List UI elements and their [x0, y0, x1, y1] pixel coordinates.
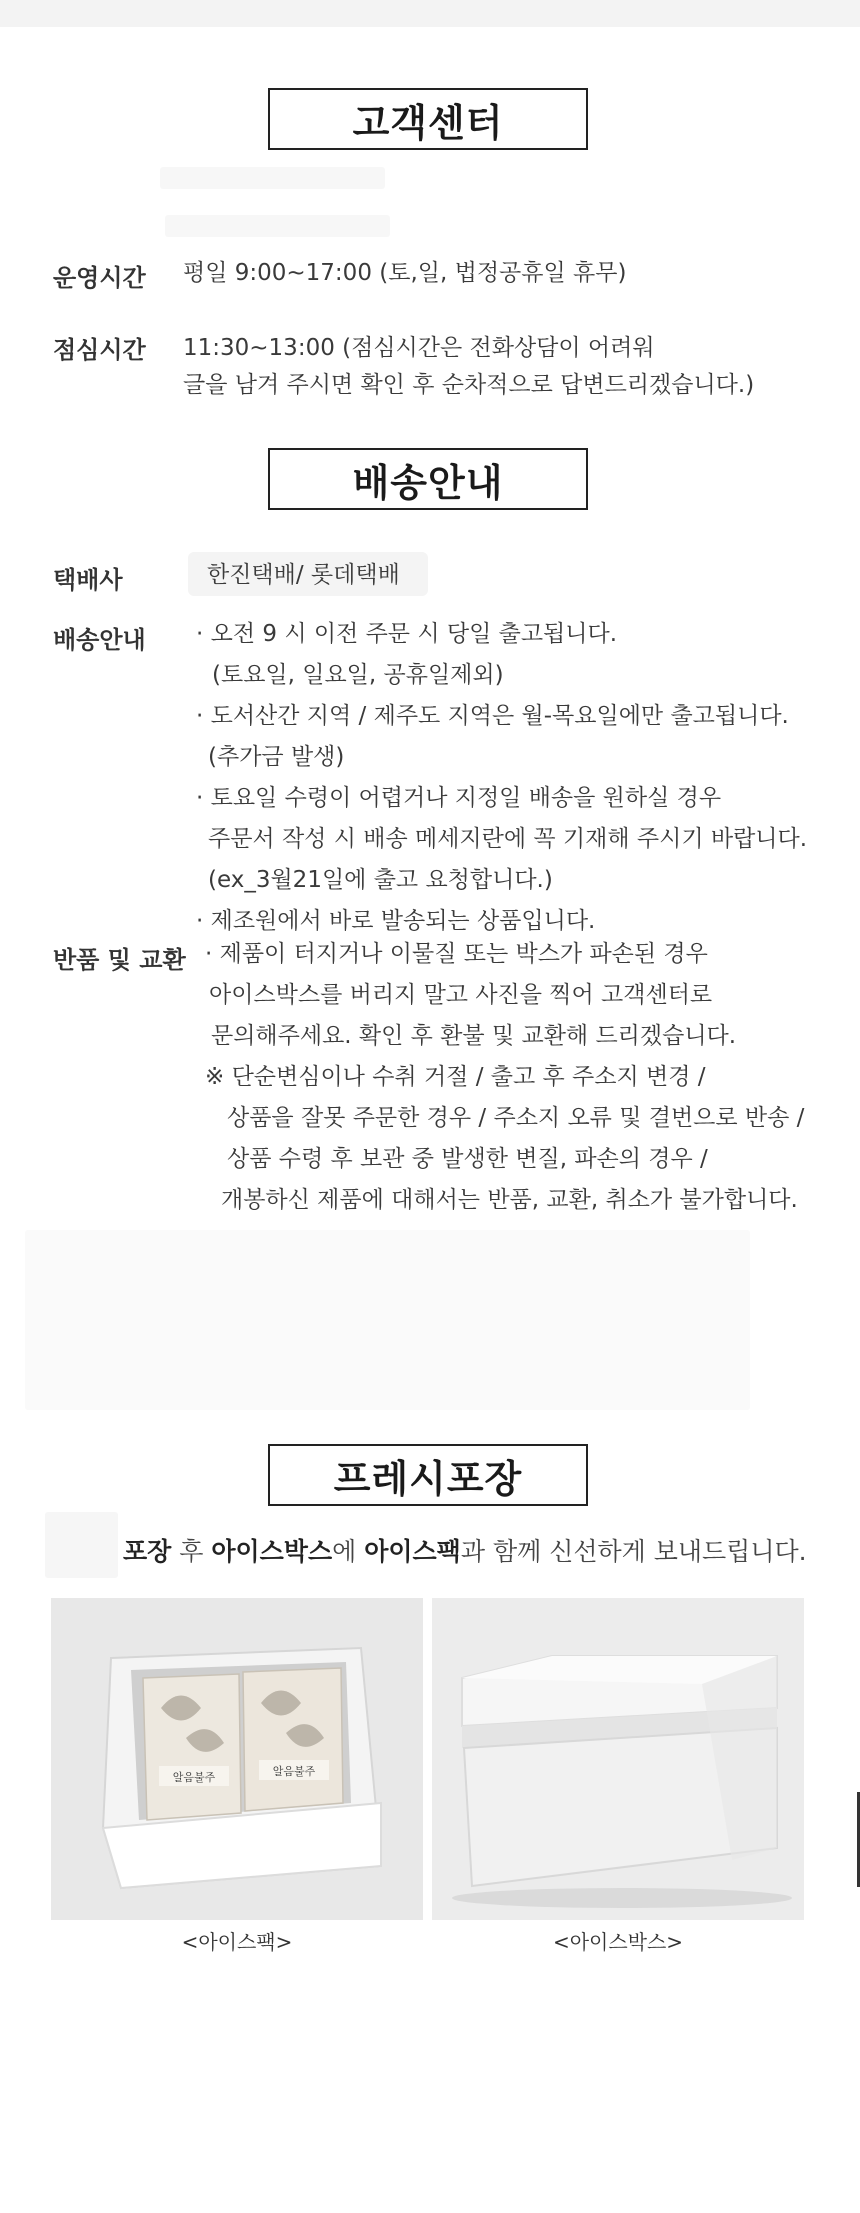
hours-value: 평일 9:00~17:00 (토,일, 법정공휴일 휴무) — [183, 260, 627, 286]
fresh-pack-description — [123, 1532, 807, 1568]
lunch-line: 글을 남겨 주시면 확인 후 순차적으로 답변드리겠습니다.) — [183, 372, 755, 398]
hours-label: 운영시간 — [53, 264, 146, 292]
lunch-value — [183, 328, 754, 406]
shipping-info-label: 배송안내 — [53, 626, 146, 654]
blurred-notice-area — [25, 1230, 750, 1410]
info-line: · 제조원에서 바로 발송되는 상품입니다. — [196, 908, 596, 934]
desc-strong: 포장 — [123, 1537, 172, 1566]
blurred-email — [165, 215, 390, 237]
info-line: · 도서산간 지역 / 제주도 지역은 월-목요일에만 출고됩니다. — [196, 703, 789, 729]
blurred-phone-number — [160, 167, 385, 189]
desc-text: 에 — [332, 1537, 365, 1566]
ice-box-photo — [432, 1598, 804, 1920]
desc-strong: 아이스팩 — [364, 1537, 461, 1566]
shipping-info-list — [196, 614, 807, 942]
ice-pack-caption: <아이스팩> — [181, 1930, 293, 1954]
info-line: (ex_3월21일에 출고 요청합니다.) — [208, 867, 553, 893]
desc-text: 후 — [171, 1537, 212, 1566]
info-line: (추가금 발생) — [208, 744, 345, 770]
return-line: 상품 수령 후 보관 중 발생한 변질, 파손의 경우 / — [227, 1146, 708, 1172]
return-line: 문의해주세요. 확인 후 환불 및 교환해 드리겠습니다. — [211, 1023, 737, 1049]
courier-label: 택배사 — [53, 566, 123, 594]
desc-strong: 아이스박스 — [211, 1537, 333, 1566]
pack-brand-text: 알음불주 — [172, 1771, 216, 1784]
lunch-line: 11:30~13:00 (점심시간은 전화상담이 어려워 — [183, 335, 655, 361]
ice-box-caption: <아이스박스> — [552, 1930, 684, 1954]
courier-value: 한진택배/ 롯데택배 — [207, 562, 400, 588]
info-line: (토요일, 일요일, 공휴일제외) — [212, 662, 504, 688]
ice-pack-photo — [51, 1598, 423, 1920]
top-strip — [0, 0, 860, 27]
blurred-label-box — [45, 1512, 118, 1578]
fresh-pack-title: 프레시포장 — [268, 1444, 588, 1506]
return-line: ※ 단순변심이나 수취 거절 / 출고 후 주소지 변경 / — [205, 1064, 706, 1090]
pack-brand-text: 알음불주 — [272, 1765, 316, 1778]
desc-text: 과 함께 신선하게 보내드립니다. — [460, 1537, 807, 1566]
info-line: 주문서 작성 시 배송 메세지란에 꼭 기재해 주시기 바랍니다. — [208, 826, 808, 852]
customer-center-title: 고객센터 — [268, 88, 588, 150]
ice-box-illustration — [432, 1598, 804, 1920]
return-line: 상품을 잘못 주문한 경우 / 주소지 오류 및 결번으로 반송 / — [227, 1105, 805, 1131]
return-label: 반품 및 교환 — [53, 946, 186, 974]
info-line: · 토요일 수령이 어렵거나 지정일 배송을 원하실 경우 — [196, 785, 722, 811]
shipping-title: 배송안내 — [268, 448, 588, 510]
ice-pack-illustration — [51, 1598, 423, 1920]
return-line: · 제품이 터지거나 이물질 또는 박스가 파손된 경우 — [205, 941, 708, 967]
return-info-list — [205, 934, 804, 1221]
return-line: 개봉하신 제품에 대해서는 반품, 교환, 취소가 불가합니다. — [221, 1187, 798, 1213]
return-line: 아이스박스를 버리지 말고 사진을 찍어 고객센터로 — [209, 982, 713, 1008]
lunch-label: 점심시간 — [53, 336, 146, 364]
info-line: · 오전 9 시 이전 주문 시 당일 출고됩니다. — [196, 621, 618, 647]
